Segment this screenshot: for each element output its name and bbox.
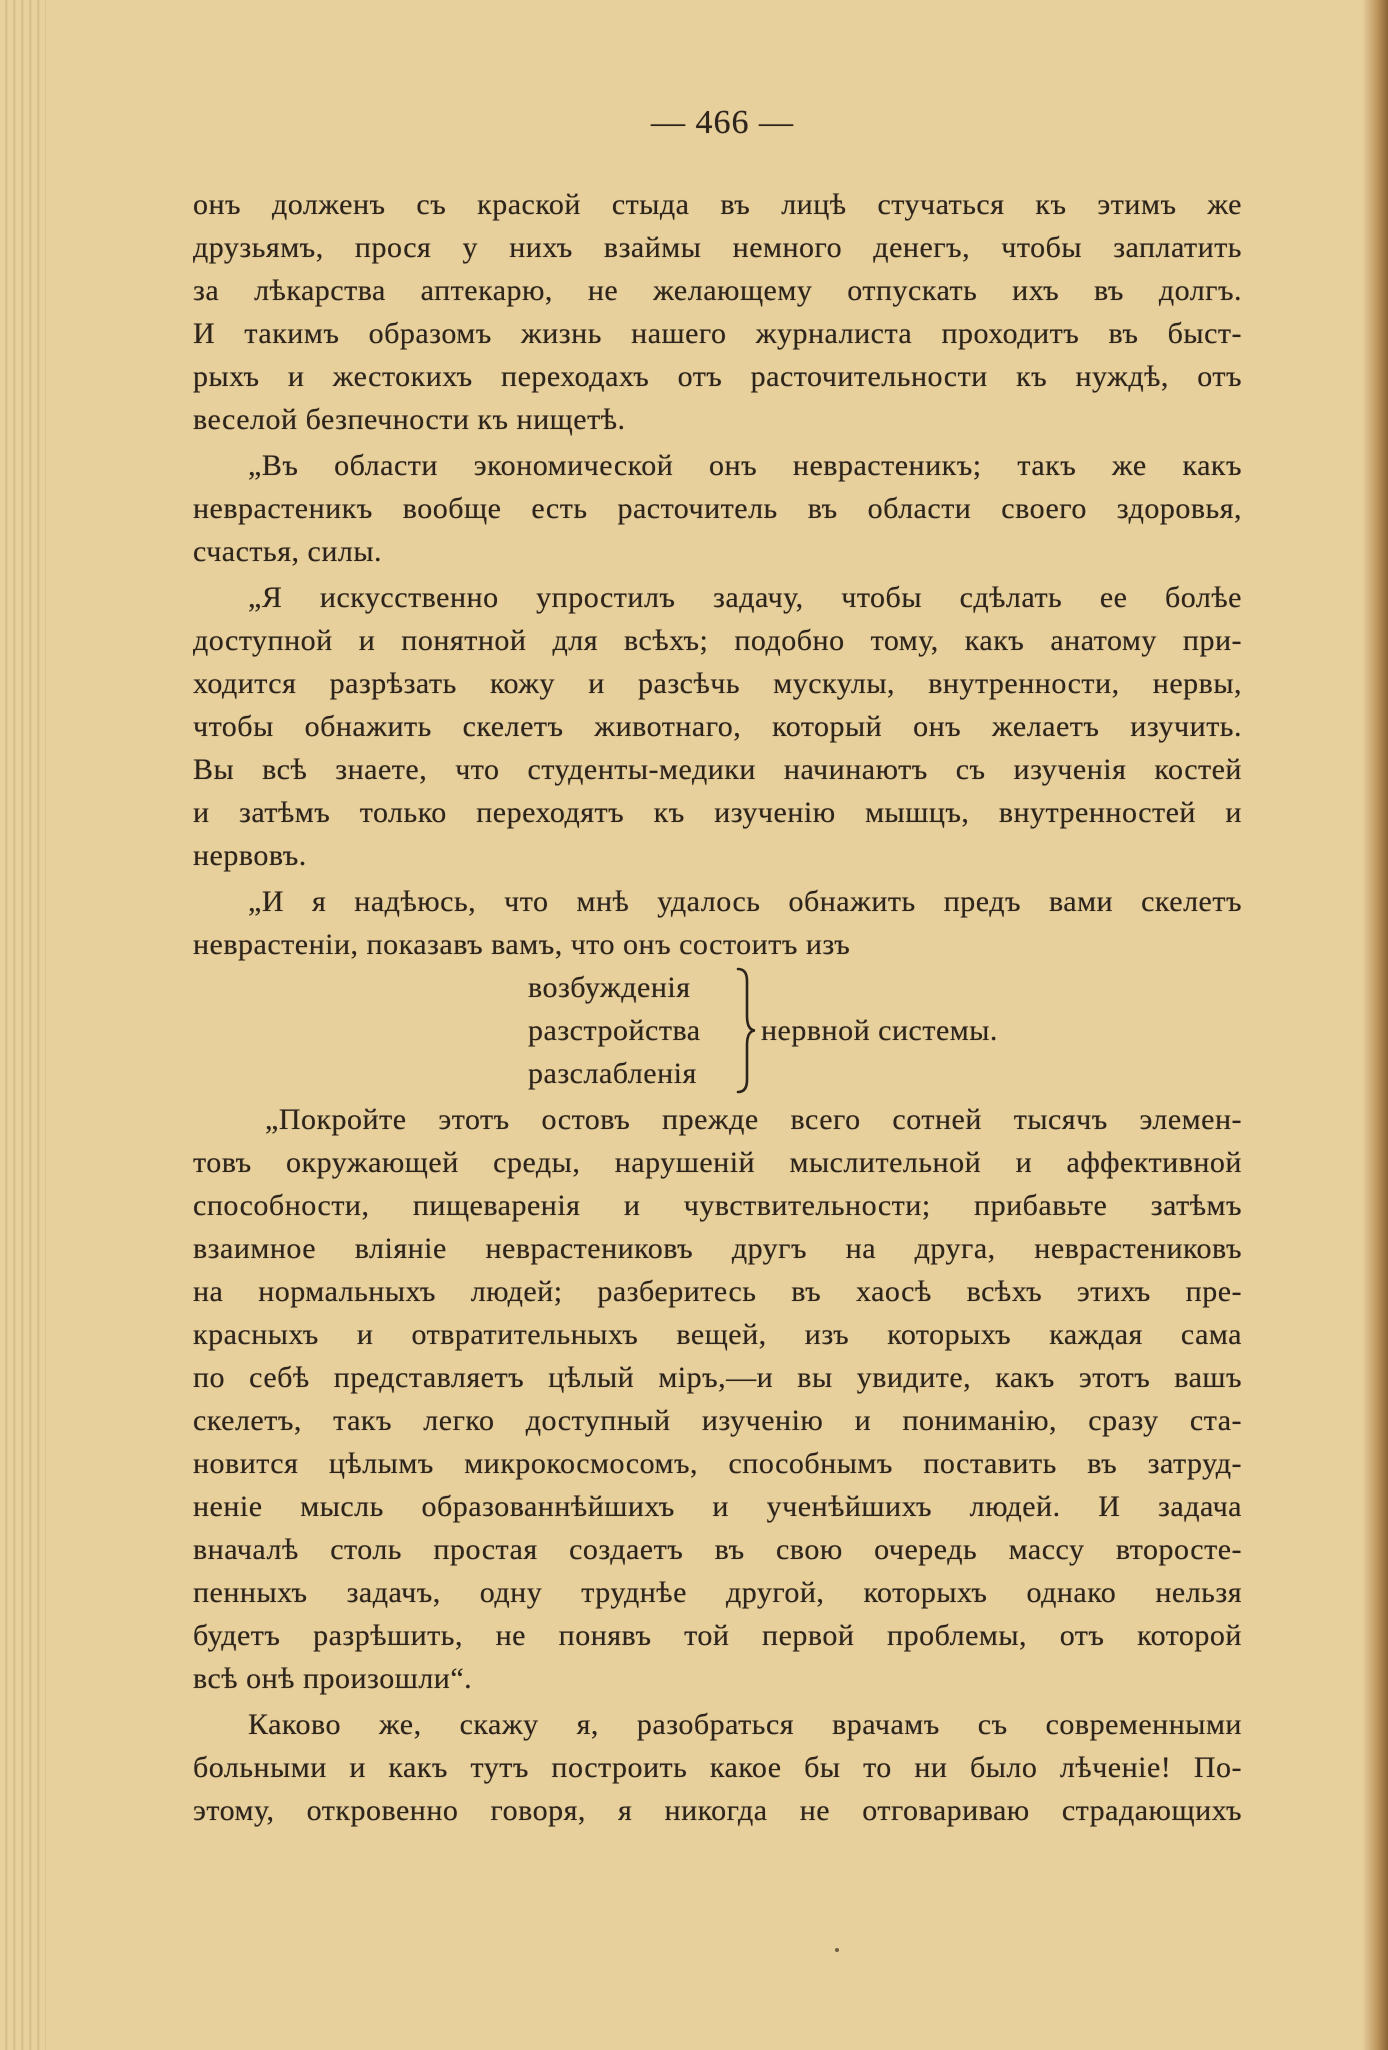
ink-speck xyxy=(835,1948,839,1952)
text-line: будетъ разрѣшить, не понявъ той первой проблемы, отъ которой xyxy=(193,1619,1242,1652)
text-line: товъ окружающей среды, нарушеній мыслительной и аффективной xyxy=(193,1146,1242,1179)
brace-list-item: разслабленія xyxy=(528,1057,697,1090)
page-edge xyxy=(1362,0,1388,2050)
curly-brace-icon xyxy=(736,966,760,1095)
text-line: неврастеникъ вообще есть расточитель въ области своего здоровья, xyxy=(193,492,1242,525)
text-line: новится цѣлымъ микрокосмосомъ, способнымъ поставить въ затруд- xyxy=(193,1447,1242,1480)
text-line: И такимъ образомъ жизнь нашего журналиста проходитъ въ быст- xyxy=(193,317,1242,350)
text-line: веселой безпечности къ нищетѣ. xyxy=(193,403,626,436)
brace-list-label: нервной системы. xyxy=(761,1014,998,1047)
text-line: „Я искусственно упростилъ задачу, чтобы сдѣлать ее болѣе xyxy=(248,581,1242,614)
text-line: красныхъ и отвратительныхъ вещей, изъ которыхъ каждая сама xyxy=(193,1318,1242,1351)
paragraph xyxy=(193,444,1242,573)
text-line: доступной и понятной для всѣхъ; подобно тому, какъ анатому при- xyxy=(193,624,1242,657)
text-line: и затѣмъ только переходятъ къ изученію мышцъ, внутренностей и xyxy=(193,796,1242,829)
text-line: скелетъ, такъ легко доступный изученію и пониманію, сразу ста- xyxy=(193,1404,1242,1437)
text-line: „Покройте этотъ остовъ прежде всего сотней тысячъ элемен- xyxy=(265,1103,1242,1136)
text-line: рыхъ и жестокихъ переходахъ отъ расточительности къ нуждѣ, отъ xyxy=(193,360,1242,393)
text-line: счастья, силы. xyxy=(193,535,383,568)
text-line: способности, пищеваренія и чувствительности; прибавьте затѣмъ xyxy=(193,1189,1242,1222)
page-number: — 466 — xyxy=(651,104,794,141)
brace-list-item: возбужденія xyxy=(528,971,691,1004)
text-line: всѣ онѣ произошли“. xyxy=(193,1662,473,1695)
binding-edge xyxy=(0,0,46,2050)
paragraph xyxy=(193,880,1242,966)
text-line: нервовъ. xyxy=(193,839,307,872)
text-line: неніе мысль образованнѣйшихъ и ученѣйшихъ людей. И задача xyxy=(193,1490,1242,1523)
paragraph xyxy=(193,183,1242,441)
paragraph xyxy=(193,576,1242,877)
text-line: онъ долженъ съ краской стыда въ лицѣ стучаться къ этимъ же xyxy=(193,188,1242,221)
text-line: за лѣкарства аптекарю, не желающему отпускать ихъ въ долгъ. xyxy=(193,274,1242,307)
brace-list-item: разстройства xyxy=(528,1014,701,1047)
text-line: „И я надѣюсь, что мнѣ удалось обнажить предъ вами скелетъ xyxy=(248,885,1242,918)
text-line: неврастеніи, показавъ вамъ, что онъ состоитъ изъ xyxy=(193,928,851,961)
paragraph xyxy=(193,1703,1242,1832)
text-line: по себѣ представляетъ цѣлый міръ,—и вы увидите, какъ этотъ вашъ xyxy=(193,1361,1242,1394)
text-line: этому, откровенно говоря, я никогда не отговариваю страдающихъ xyxy=(193,1794,1242,1827)
text-line: чтобы обнажить скелетъ животнаго, который онъ желаетъ изучить. xyxy=(193,710,1242,743)
text-line: ходится разрѣзать кожу и разсѣчь мускулы, внутренности, нервы, xyxy=(193,667,1242,700)
brace-list xyxy=(193,966,1242,1095)
text-line: больными и какъ тутъ построить какое бы то ни было лѣченіе! По- xyxy=(193,1751,1242,1784)
text-line: друзьямъ, прося у нихъ взаймы немного денегъ, чтобы заплатить xyxy=(193,231,1242,264)
text-line: „Въ области экономической онъ неврастеникъ; такъ же какъ xyxy=(248,449,1242,482)
text-line: на нормальныхъ людей; разберитесь въ хаосѣ всѣхъ этихъ пре- xyxy=(193,1275,1242,1308)
paragraph xyxy=(193,1098,1242,1700)
body-text xyxy=(193,183,1242,1832)
text-line: взаимное вліяніе неврастениковъ другъ на друга, неврастениковъ xyxy=(193,1232,1242,1265)
text-line: Каково же, скажу я, разобраться врачамъ съ современными xyxy=(248,1708,1242,1741)
text-line: Вы всѣ знаете, что студенты-медики начинаютъ съ изученія костей xyxy=(193,753,1242,786)
text-line: вначалѣ столь простая создаетъ въ свою очередь массу второсте- xyxy=(193,1533,1242,1566)
text-line: пенныхъ задачъ, одну труднѣе другой, которыхъ однако нельзя xyxy=(193,1576,1242,1609)
